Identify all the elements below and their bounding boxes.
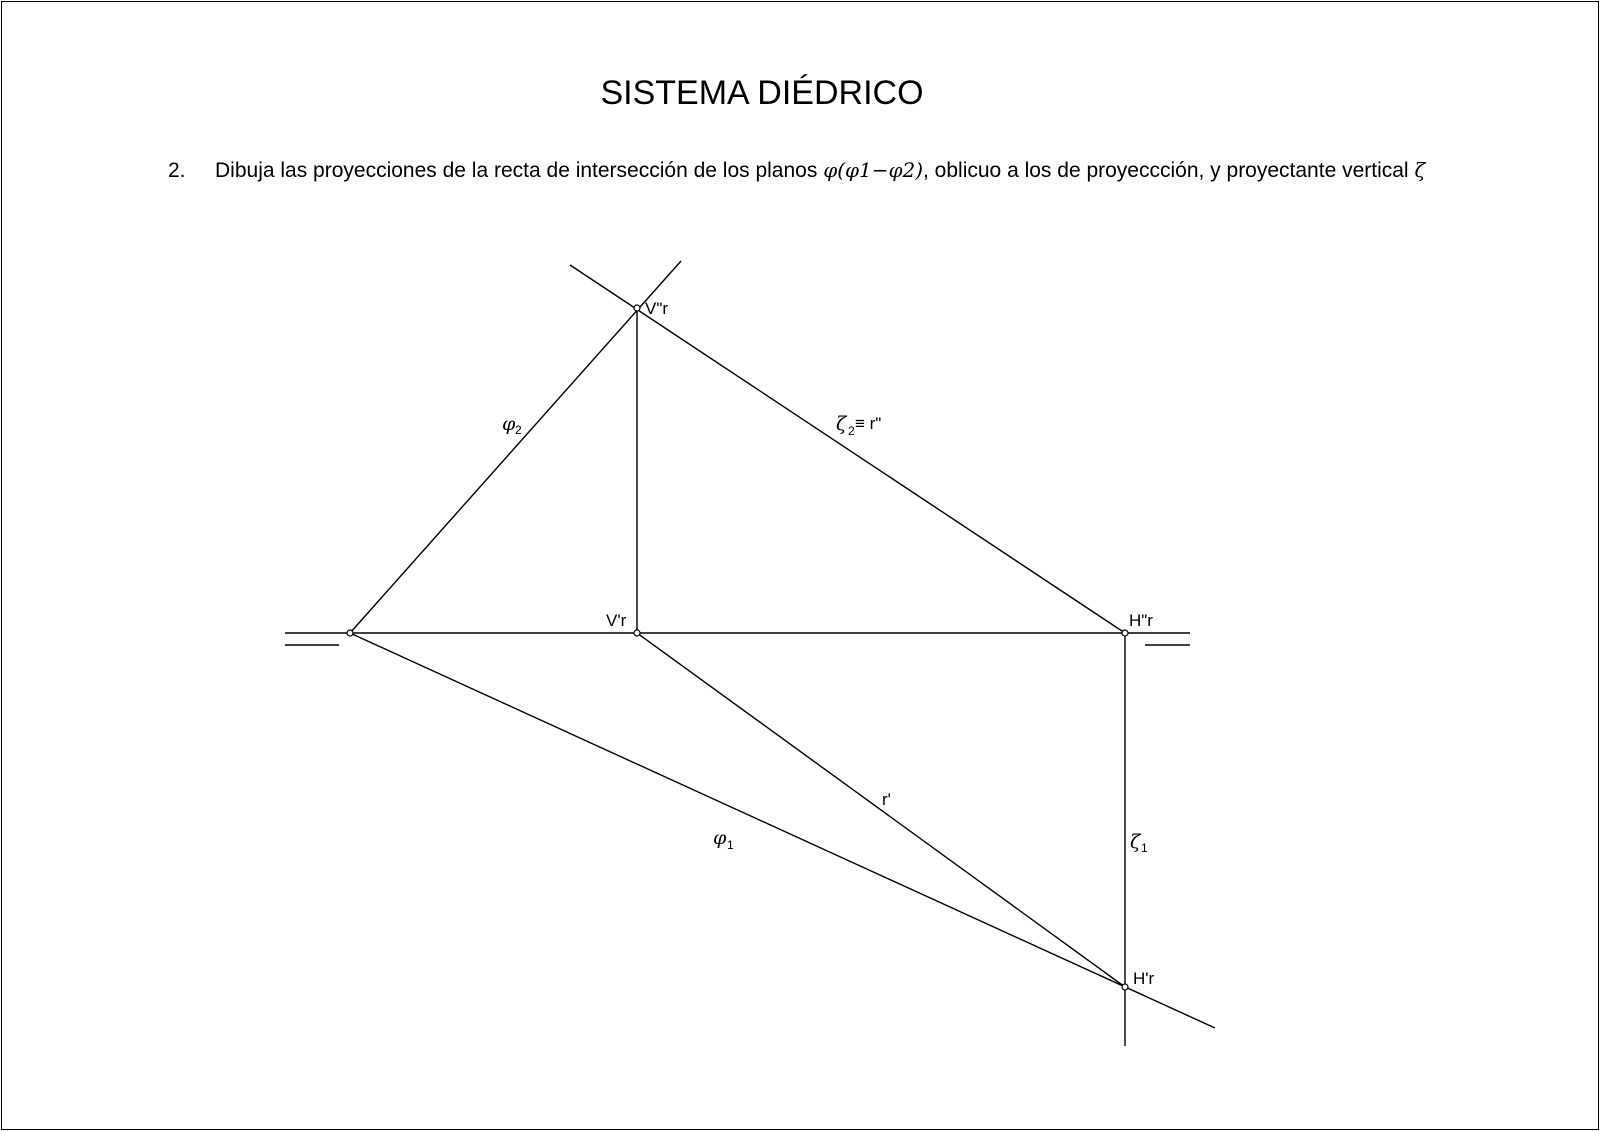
- page-title: SISTEMA DIÉDRICO: [600, 74, 924, 112]
- label-v2: V"r: [645, 299, 669, 318]
- label-zeta1: ζ: [1130, 831, 1141, 853]
- label-h2: H"r: [1129, 611, 1153, 630]
- phi2-trace: [350, 261, 681, 633]
- label-phi1: φ: [713, 827, 727, 849]
- point-v2: [634, 305, 640, 311]
- zeta-symbol: ζ: [1414, 158, 1426, 182]
- label-zeta2: ζ: [836, 413, 847, 435]
- r-prime-line: [637, 633, 1125, 987]
- label-phi1-sub: 1: [727, 838, 734, 852]
- point-phi-origin: [347, 630, 353, 636]
- problem-text-after: , oblicuo a los de proyeccción, y proyectante vertical: [923, 159, 1415, 182]
- label-phi2-sub: 2: [515, 423, 522, 437]
- label-zeta1-sub: 1: [1141, 841, 1148, 855]
- label-h1: H'r: [1133, 969, 1155, 988]
- zeta2-trace: [570, 265, 1125, 633]
- label-phi2: φ: [502, 413, 516, 435]
- plane-formula: φ(φ1−φ2): [823, 158, 924, 182]
- problem-number: 2.: [168, 159, 186, 182]
- point-h1: [1122, 984, 1128, 990]
- point-h2: [1122, 630, 1128, 636]
- label-zeta2-rest: ≡ r": [855, 414, 882, 433]
- label-zeta2-sub: 2: [848, 424, 855, 438]
- label-r-prime: r': [882, 790, 891, 809]
- label-v1: V'r: [606, 611, 627, 630]
- phi1-trace: [350, 633, 1215, 1028]
- problem-text-before: Dibuja las proyecciones de la recta de intersección de los planos: [215, 159, 824, 182]
- point-v1: [634, 630, 640, 636]
